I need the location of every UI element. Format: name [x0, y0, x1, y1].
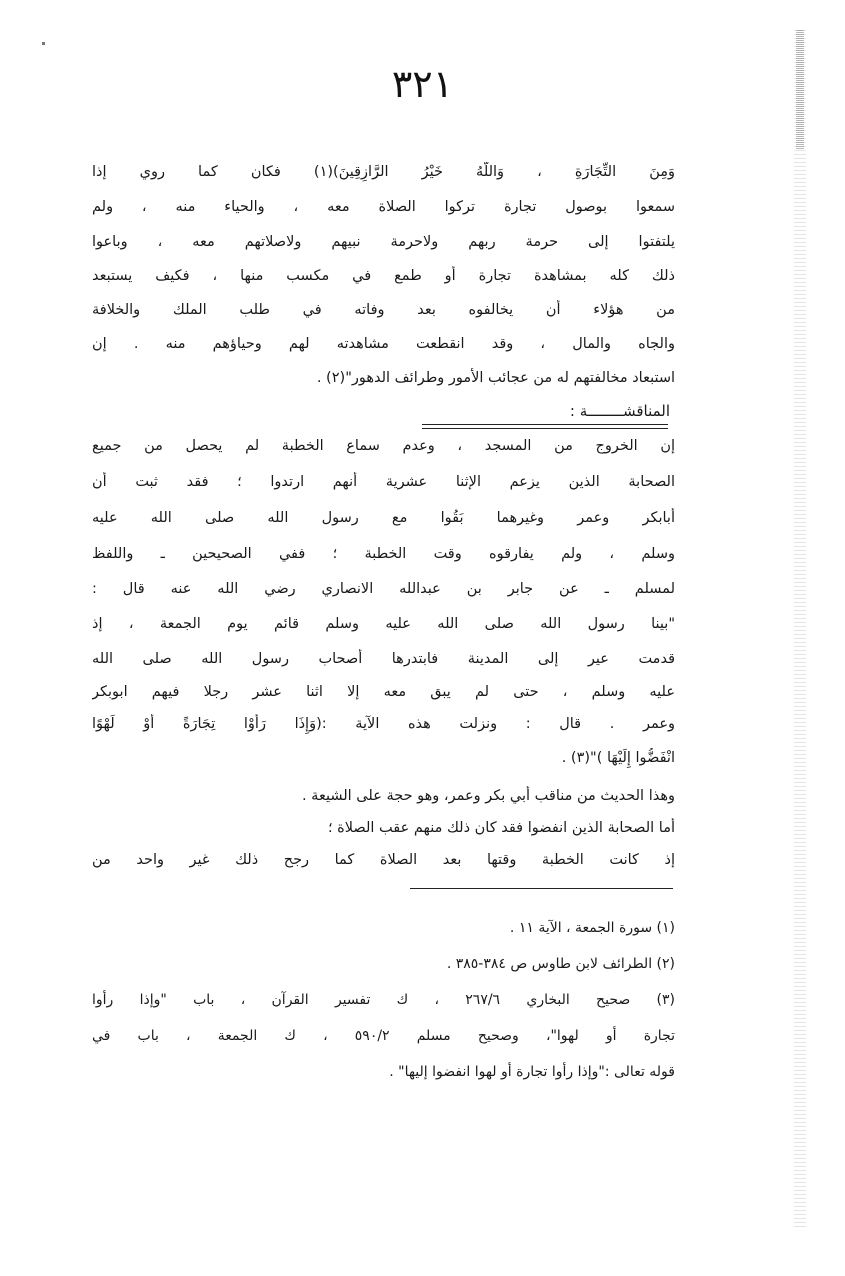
section-heading: المناقشــــــــة :	[569, 402, 670, 420]
body-line: سمعوا بوصول تجارة تركوا الصلاة معه ، والحياء منه ، ولم	[92, 199, 675, 215]
scan-speck	[42, 42, 45, 45]
discussion-line: إن الخروج من المسجد ، وعدم سماع الخطبة لم يحصل من جميع	[92, 438, 675, 454]
closing-line: إذ كانت الخطبة وقتها بعد الصلاة كما رجح ذلك غير واحد من	[92, 852, 675, 868]
discussion-line: "بينا رسول الله صلى الله عليه وسلم قائم يوم الجمعة ، إذ	[92, 616, 675, 632]
discussion-line: قدمت عير إلى المدينة فابتدرها أصحاب رسول الله صلى الله	[92, 651, 675, 667]
heading-underline	[422, 424, 668, 425]
body-line: من هؤلاء أن يخالفوه بعد وفاته في طلب الملك والخلافة	[92, 302, 675, 318]
discussion-line: وسلم ، ولم يفارقوه وقت الخطبة ؛ ففي الصحيحين ـ واللفظ	[92, 546, 675, 562]
body-line: والجاه والمال ، وقد انقطعت مشاهدته لهم وحياؤهم منه . إن	[92, 336, 675, 352]
page-number: ٣٢١	[391, 62, 454, 106]
discussion-line: عليه وسلم ، حتى لم يبق معه إلا اثنا عشر رجلا فيهم ابوبكر	[92, 684, 675, 700]
body-line: يلتفتوا إلى حرمة ربهم ولاحرمة نبيهم ولاصلاتهم معه ، وباعوا	[92, 234, 675, 250]
footnote: (١) سورة الجمعة ، الآية ١١ .	[509, 920, 675, 936]
heading-underline-second	[422, 428, 668, 429]
footnote-separator	[410, 888, 673, 889]
body-line: ذلك كله بمشاهدة تجارة أو طمع في مكسب منها ، فكيف يستبعد	[92, 268, 675, 284]
discussion-line: انْفَضُّوا إِلَيْهَا )"(٣) .	[561, 750, 675, 766]
footnote: (٢) الطرائف لابن طاوس ص ٣٨٤-٣٨٥ .	[446, 956, 675, 972]
footnote: (٣) صحيح البخاري ٢٦٧/٦ ، ك تفسير القرآن ، باب "وإذا رأوا	[92, 992, 675, 1008]
body-line: استبعاد مخالفتهم له من عجائب الأمور وطرائف الدهور"(٢) .	[316, 370, 675, 386]
footnote: قوله تعالى :"وإذا رأوا تجارة أو لهوا انفضوا إليها" .	[389, 1064, 675, 1080]
discussion-line: لمسلم ـ عن جابر بن عبدالله الانصاري رضي الله عنه قال :	[92, 581, 675, 597]
scan-edge-artifact	[794, 30, 806, 1230]
closing-line: أما الصحابة الذين انفضوا فقد كان ذلك منهم عقب الصلاة ؛	[327, 820, 675, 836]
discussion-line: الصحابة الذين يزعم الإثنا عشرية أنهم ارتدوا ؛ فقد ثبت أن	[92, 474, 675, 490]
footnote: تجارة أو لهوا"، وصحيح مسلم ٥٩٠/٢ ، ك الجمعة ، باب في	[92, 1028, 675, 1044]
closing-line: وهذا الحديث من مناقب أبي بكر وعمر، وهو حجة على الشيعة .	[301, 788, 675, 804]
discussion-line: وعمر . قال : ونزلت هذه الآية :(وَإِذَا رَأَوْا تِجَارَةً أَوْ لَهْوًا	[92, 716, 675, 732]
discussion-line: أبابكر وعمر وغيرهما بَقُوا مع رسول الله صلى الله عليه	[92, 510, 675, 526]
body-line: وَمِنَ التِّجَارَةِ ، وَاللَّهُ خَيْرُ الرَّازِقِينَ)(١) فكان كما روي إذا	[92, 164, 675, 180]
